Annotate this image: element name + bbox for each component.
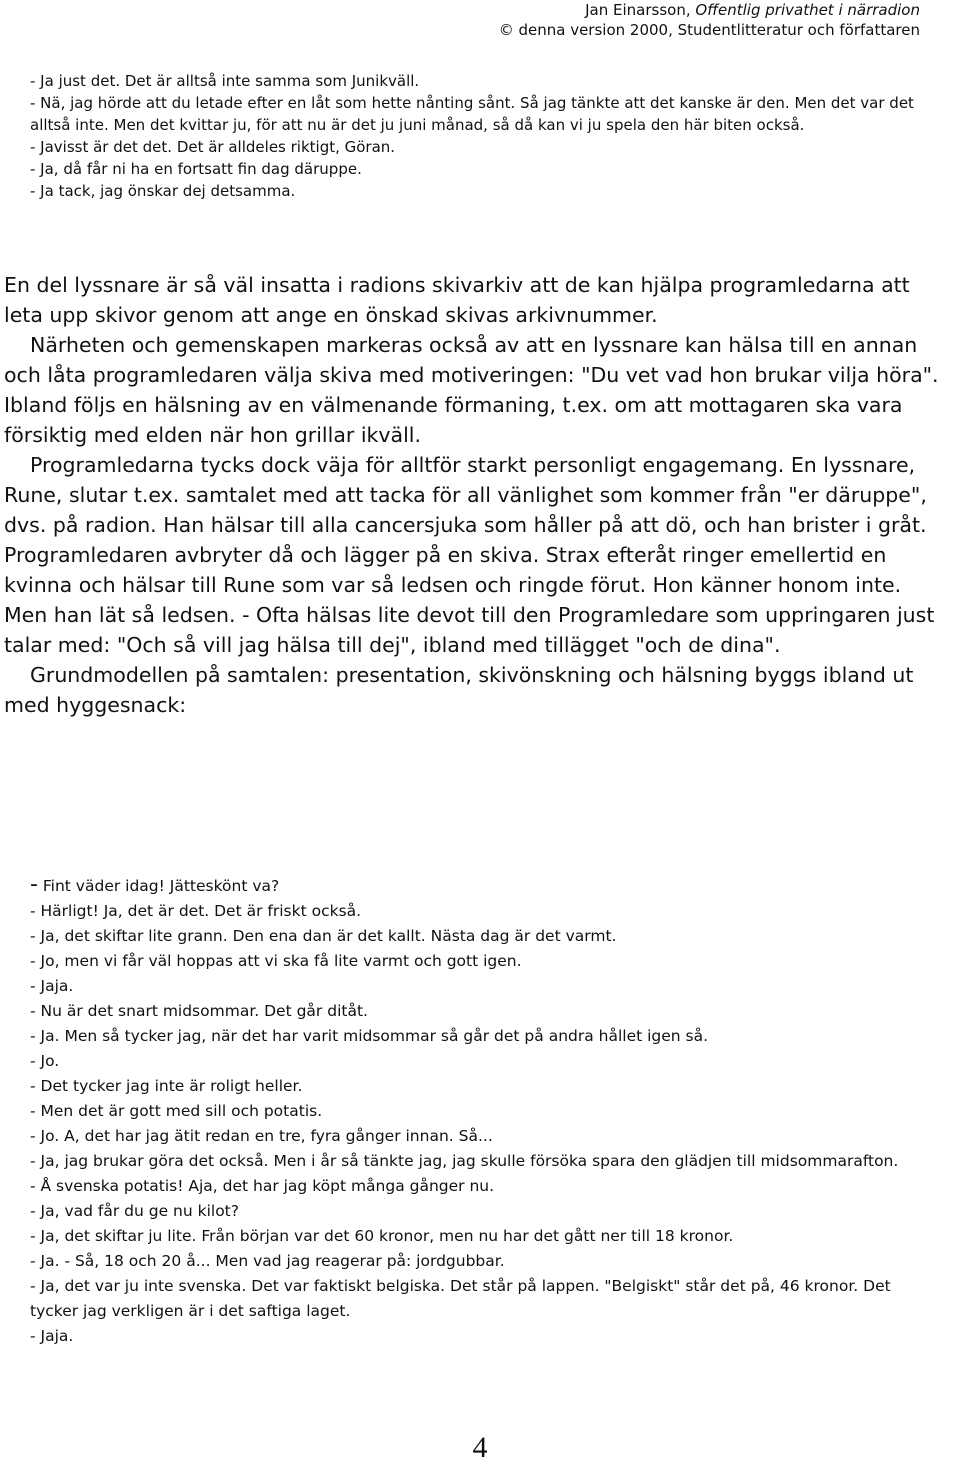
page-number: 4 — [472, 1431, 488, 1464]
dialogue-line: - Jaja. — [30, 1327, 74, 1345]
dialogue-line: - Ja just det. Det är alltså inte samma som Junikväll. — [30, 72, 420, 90]
dialogue-line: - Ja. - Så, 18 och 20 å... Men vad jag reagerar på: jordgubbar. — [30, 1252, 505, 1270]
header-author: Jan Einarsson, — [585, 1, 696, 19]
dialogue-line: - Fint väder idag! Jätteskönt va? — [30, 872, 280, 897]
header-work-title: Offentlig privathet i närradion — [695, 1, 920, 19]
dialogue-line: - Det tycker jag inte är roligt heller. — [30, 1077, 303, 1095]
dialogue-line: - Å svenska potatis! Aja, det har jag köpt många gånger nu. — [30, 1177, 495, 1195]
dialogue-line: - Javisst är det det. Det är alldeles riktigt, Göran. — [30, 138, 396, 156]
running-header — [480, 0, 920, 40]
body-paragraph: Grundmodellen på samtalen: presentation, skivönskning och hälsning byggs ibland ut med hyggesnack: — [4, 663, 914, 717]
dialogue-line: - Ja, då får ni ha en fortsatt fin dag däruppe. — [30, 160, 362, 178]
dialogue-line: - Jo. — [30, 1052, 60, 1070]
header-title-line — [480, 0, 920, 20]
dialogue-line: - Ja, det var ju inte svenska. Det var faktiskt belgiska. Det står på lappen. "Belgiskt" står det på, 46 kronor. Det tycker jag verkligen är i det saftiga laget. — [30, 1277, 891, 1320]
dialogue-excerpt-bottom — [30, 872, 940, 1349]
dialogue-line: - Ja, det skiftar lite grann. Den ena dan är det kallt. Nästa dag är det varmt. — [30, 927, 617, 945]
dialogue-line: - Ja. Men så tycker jag, när det har varit midsommar så går det på andra hållet igen så. — [30, 1027, 709, 1045]
dialogue-line: - Men det är gott med sill och potatis. — [30, 1102, 323, 1120]
dialogue-line: - Ja, det skiftar ju lite. Från början var det 60 kronor, men nu har det gått ner till 18 kronor. — [30, 1227, 734, 1245]
dialogue-line: - Jo, men vi får väl hoppas att vi ska få lite varmt och gott igen. — [30, 952, 522, 970]
dialogue-line: - Ja, vad får du ge nu kilot? — [30, 1202, 239, 1220]
dialogue-line: - Ja, jag brukar göra det också. Men i år så tänkte jag, jag skulle försöka spara den glädjen till midsommarafton. — [30, 1152, 899, 1170]
dialogue-line: - Nu är det snart midsommar. Det går ditåt. — [30, 1002, 368, 1020]
body-paragraph: En del lyssnare är så väl insatta i radions skivarkiv att de kan hjälpa programledarna att leta upp skivor genom att ange en önskad skivas arkivnummer. — [4, 273, 910, 327]
dialogue-line: - Nä, jag hörde att du letade efter en låt som hette nånting sånt. Så jag tänkte att det kanske är den. Men det var det alltså inte. Men det kvittar ju, för att nu är det ju juni månad, så då kan vi ju spela den här biten också. — [30, 94, 914, 134]
dialogue-excerpt-top — [30, 70, 940, 202]
dialogue-line: - Jaja. — [30, 977, 74, 995]
body-paragraph: Närheten och gemenskapen markeras också av att en lyssnare kan hälsa till en annan och låta programledaren välja skiva med motiveringen: "Du vet vad hon brukar vilja höra". Ibland följs en hälsning av en välmenande förmaning, t.ex. om att mottagaren ska vara försiktig med elden när hon grillar ikväll. — [4, 333, 939, 447]
dialogue-line: - Ja tack, jag önskar dej detsamma. — [30, 182, 296, 200]
dialogue-line: - Härligt! Ja, det är det. Det är friskt också. — [30, 902, 362, 920]
dialogue-line: - Jo. A, det har jag ätit redan en tre, fyra gånger innan. Så... — [30, 1127, 493, 1145]
body-paragraph: Programledarna tycks dock väja för alltför starkt personligt engagemang. En lyssnare, Rune, slutar t.ex. samtalet med att tacka för all vänlighet som kommer från "er däruppe", dvs. på radion. Han hälsar till alla cancersjuka som håller på att dö, och han brister i gråt. Programledaren avbryter då och lägger på en skiva. Strax efteråt ringer emellertid en kvinna och hälsar till Rune som var så ledsen och ringde förut. Hon känner honom inte. Men han lät så ledsen. - Ofta hälsas lite devot till den Programledare som uppringaren just talar med: "Och så vill jag hälsa till dej", ibland med tillägget "och de dina". — [4, 453, 935, 657]
header-copyright: © denna version 2000, Studentlitteratur och författaren — [498, 21, 920, 39]
body-text — [4, 270, 944, 720]
